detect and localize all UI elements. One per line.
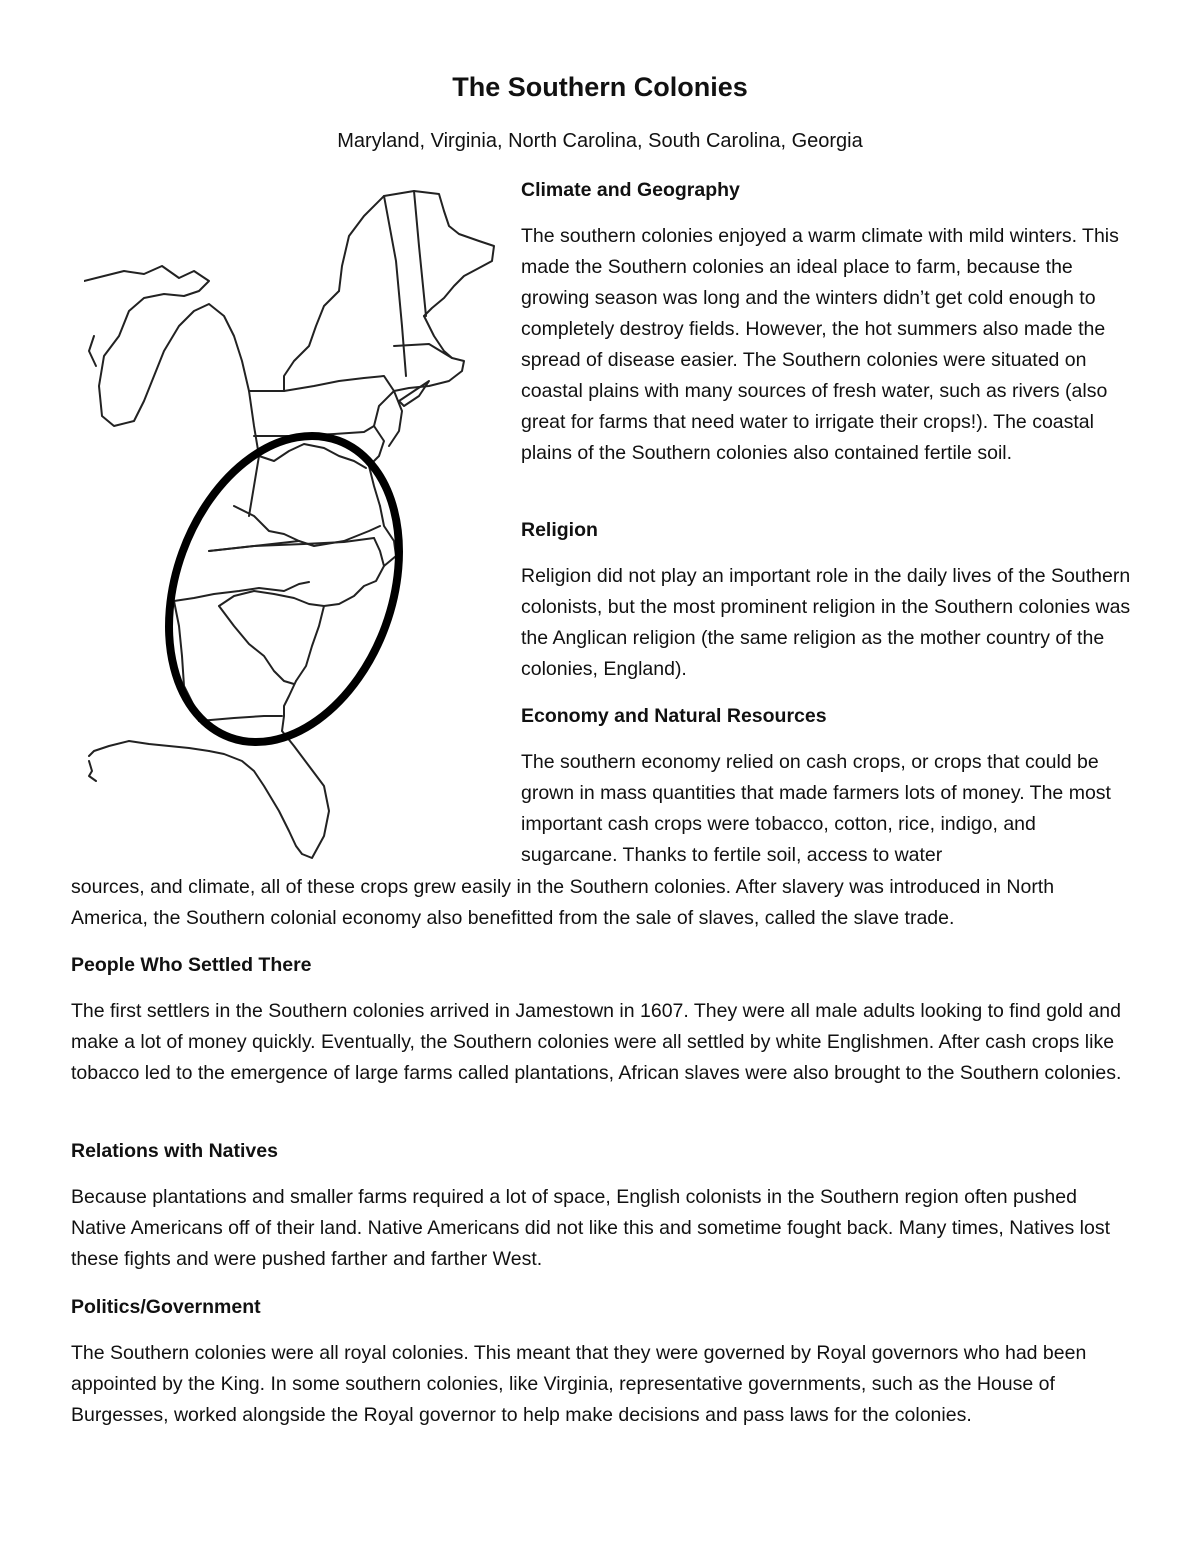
- politics-body: The Southern colonies were all royal colonies. This meant that they were governed by Royal governors who had been appointed by the King. In some southern colonies, like Virginia, representative governments, such as the House of Burgesses, worked alongside the Royal governor to help make decisions and pass laws for the colonies.: [71, 1342, 1087, 1426]
- natives-heading: Relations with Natives: [71, 1140, 278, 1162]
- people-body: The first settlers in the Southern colonies arrived in Jamestown in 1607. They were all male adults looking to find gold and make a lot of money quickly. Eventually, the Southern colonies were all settled by white Englishmen. After cash crops like tobacco led to the emergence of large farms called plantations, African slaves were also brought to the Southern colonies.: [71, 1000, 1122, 1084]
- climate-body: The southern colonies enjoyed a warm climate with mild winters. This made the Southern colonies an ideal place to farm, because the growing season was long and the winters didn’t get cold enough to completely destroy fields. However, the hot summers also made the spread of disease easier. The Southern colonies were situated on coastal plains with many sources of fresh water, such as rivers (also great for farms that need water to irrigate their crops!). The coastal plains of the Southern colonies also contained fertile soil.: [521, 225, 1119, 464]
- economy-body-part1: The southern economy relied on cash crops, or crops that could be grown in mass quantities that made farmers lots of money. The most important cash crops were tobacco, cotton, rice, indigo, and sugarcane. Thanks to fertile soil, access to water: [521, 751, 1111, 866]
- economy-body-part2: sources, and climate, all of these crops grew easily in the Southern colonies. After slavery was introduced in North America, the Southern colonial economy also benefitted from the sale of slaves, called the slave trade.: [71, 876, 1055, 929]
- natives-section: [71, 1136, 1135, 1275]
- economy-section: [521, 701, 1131, 871]
- politics-heading: Politics/Government: [71, 1296, 261, 1318]
- religion-section: [521, 515, 1131, 685]
- page-subtitle: Maryland, Virginia, North Carolina, South Carolina, Georgia: [337, 130, 863, 152]
- economy-heading: Economy and Natural Resources: [521, 705, 827, 727]
- people-section: [71, 950, 1135, 1089]
- climate-section: [521, 175, 1131, 469]
- east-coast-map-icon: [84, 186, 514, 866]
- religion-body: Religion did not play an important role in the daily lives of the Southern colonists, but the most prominent religion in the Southern colonies was the Anglican religion (the same religion as the mother country of the colonies, England).: [521, 565, 1131, 680]
- climate-heading: Climate and Geography: [521, 179, 740, 201]
- politics-section: [71, 1292, 1135, 1431]
- people-heading: People Who Settled There: [71, 954, 312, 976]
- religion-heading: Religion: [521, 519, 598, 541]
- page-title: The Southern Colonies: [452, 72, 748, 102]
- natives-body: Because plantations and smaller farms required a lot of space, English colonists in the Southern region often pushed Native Americans off of their land. Native Americans did not like this and sometime fought back. Many times, Natives lost these fights and were pushed farther and farther West.: [71, 1186, 1111, 1270]
